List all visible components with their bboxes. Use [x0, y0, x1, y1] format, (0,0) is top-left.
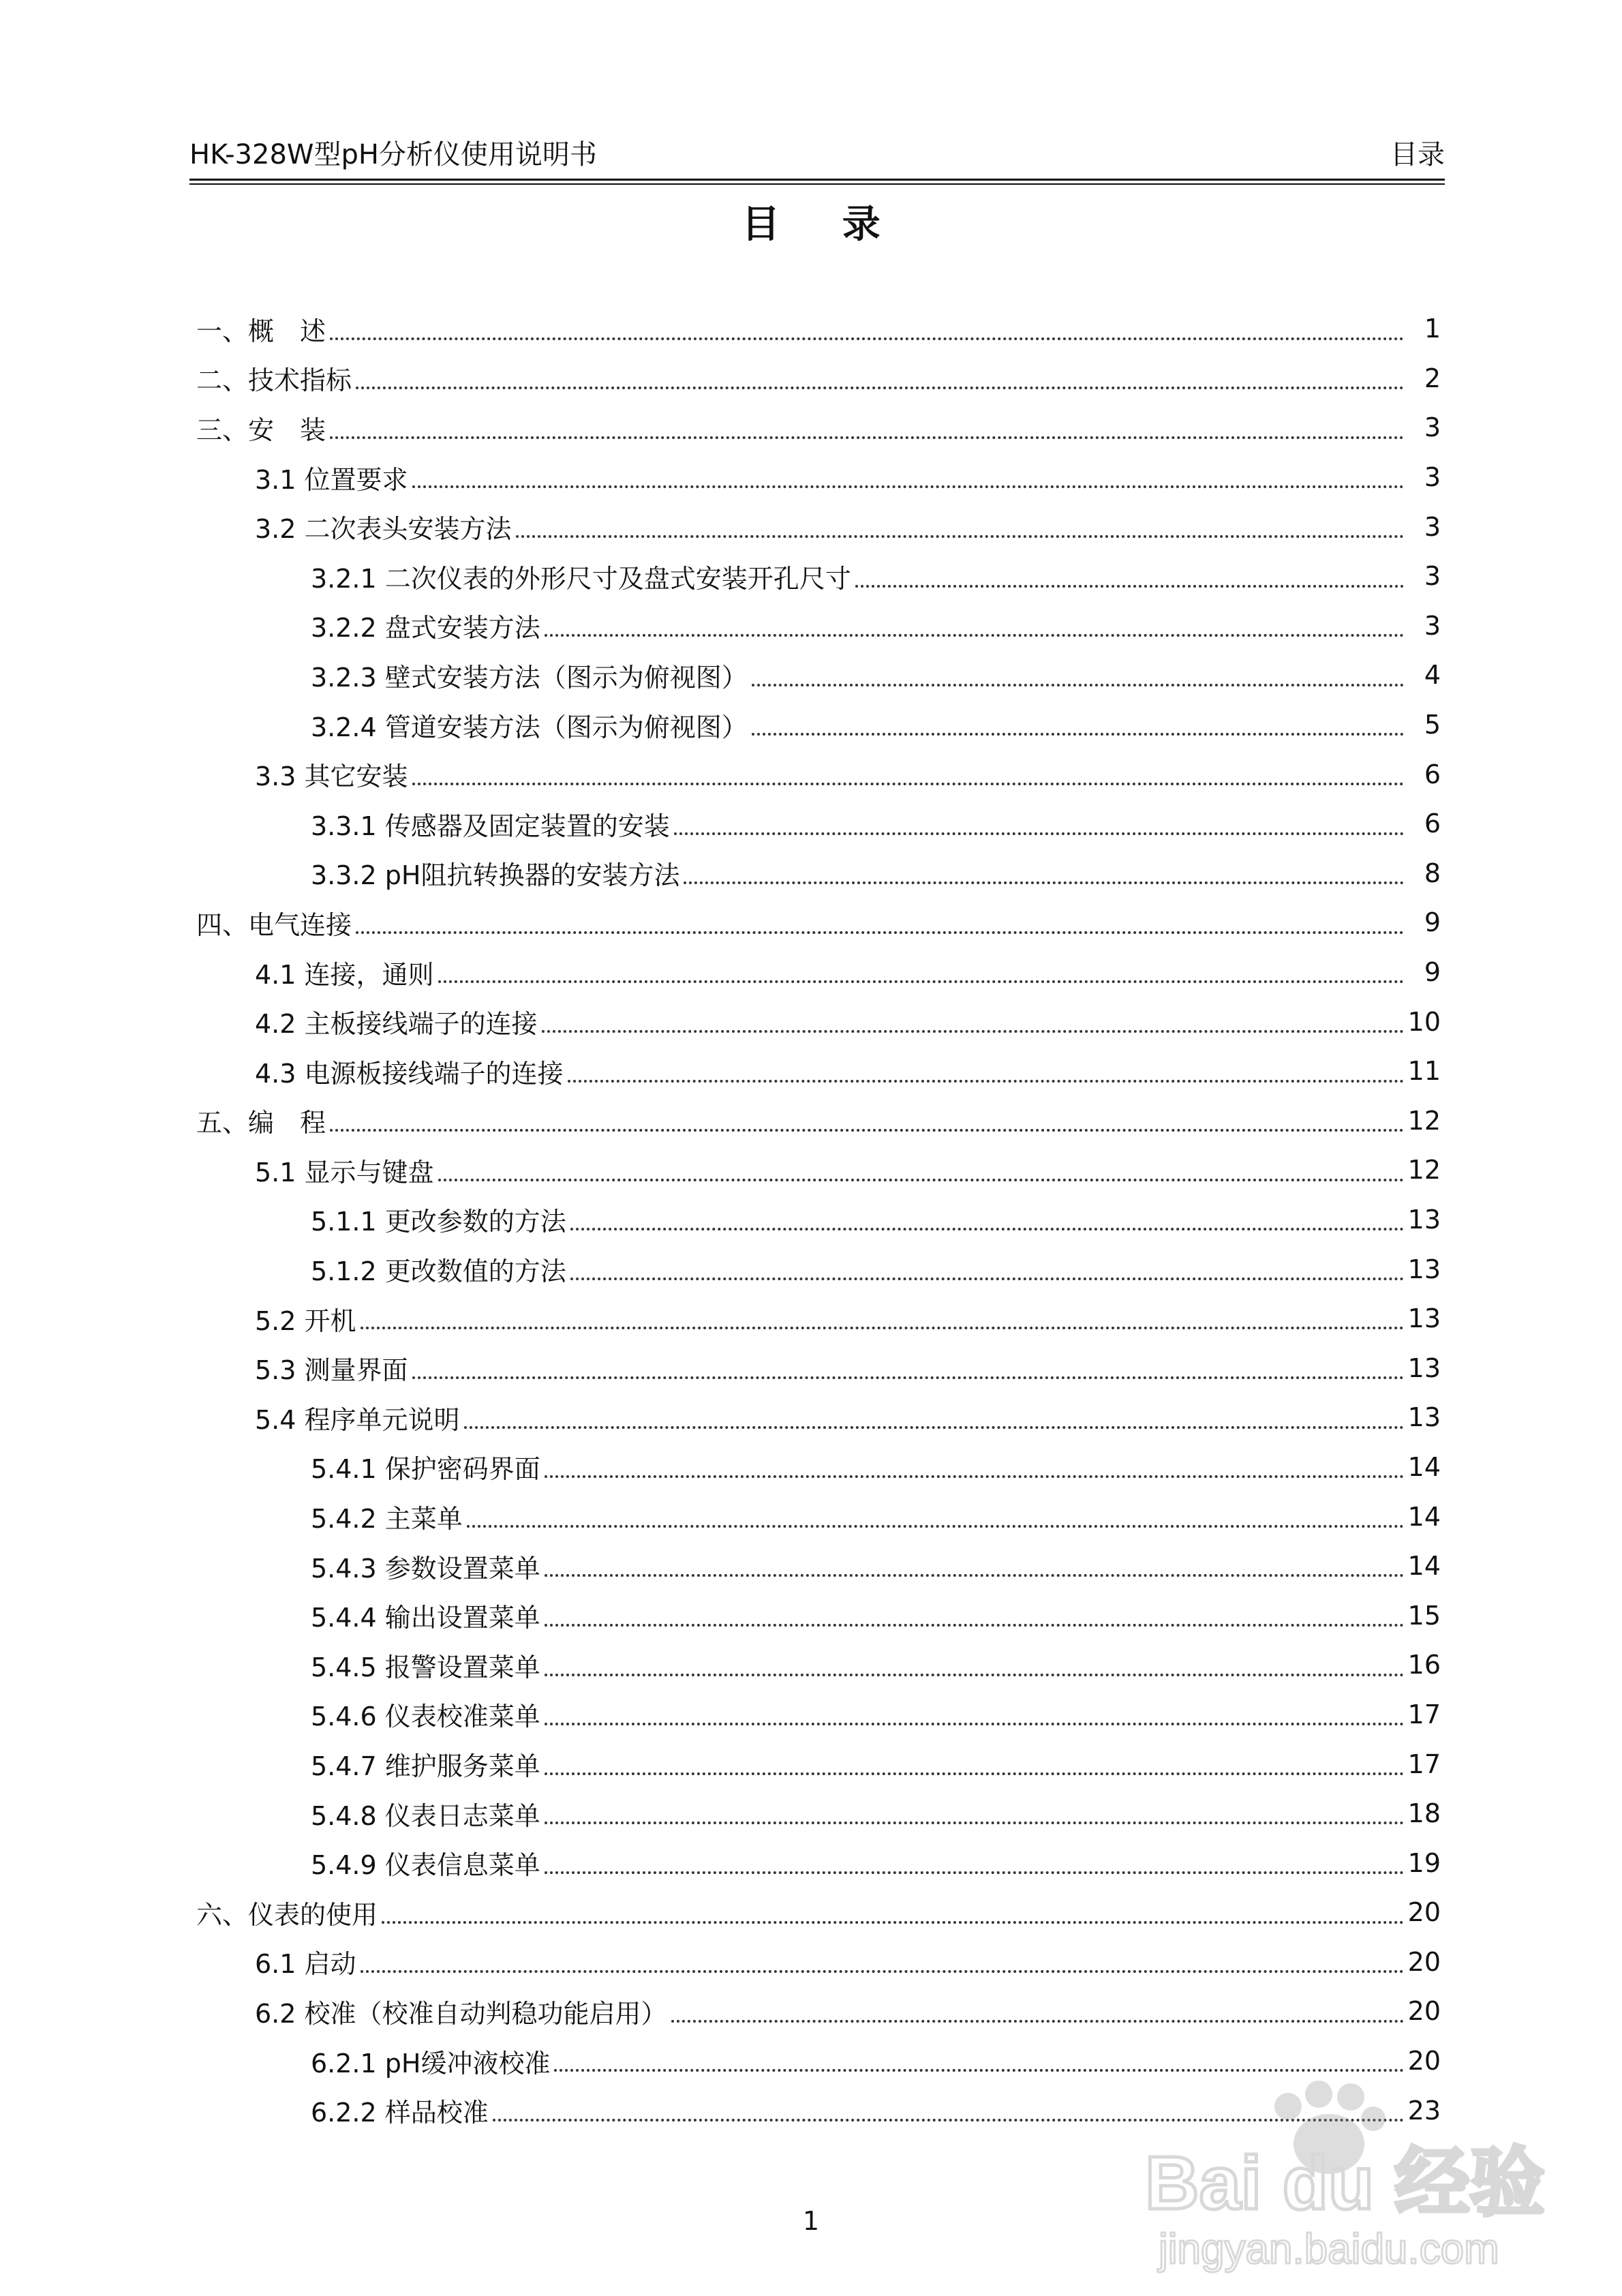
toc-entry-label: 5.1.2 更改数值的方法 [311, 1256, 566, 1287]
toc-entry-page: 12 [1407, 1155, 1441, 1185]
toc-entry-page: 19 [1407, 1847, 1441, 1878]
watermark-url: jingyan.baidu.com [1159, 2226, 1499, 2273]
toc-entry [196, 849, 1445, 898]
toc-entry [196, 502, 1445, 552]
toc-entry-label: 6.1 启动 [255, 1949, 356, 1980]
dot-leader [671, 2020, 1404, 2023]
toc-entry [196, 453, 1445, 502]
dot-leader [464, 1426, 1404, 1429]
toc-entry-page: 5 [1424, 710, 1441, 740]
toc-entry-label: 5.4.2 主菜单 [311, 1504, 463, 1535]
dot-leader [330, 337, 1404, 340]
toc-entry-page: 6 [1424, 759, 1441, 789]
toc-entry-page: 20 [1407, 1946, 1441, 1977]
toc-entry-page: 12 [1407, 1105, 1441, 1136]
toc-entry-label: 3.3.2 pH阻抗转换器的安装方法 [311, 860, 680, 891]
toc-entry-page: 20 [1407, 1996, 1441, 2027]
dot-leader [752, 733, 1404, 736]
toc-entry-page: 3 [1424, 412, 1441, 443]
header-rule-thin [189, 183, 1445, 185]
toc-entry [196, 1789, 1445, 1839]
toc-entry [196, 1590, 1445, 1640]
toc-entry-label: 五、编 程 [196, 1108, 326, 1138]
toc-entry [196, 1888, 1445, 1937]
table-of-contents [196, 304, 1445, 2135]
page-number: 1 [802, 2206, 820, 2236]
toc-entry-page: 14 [1407, 1551, 1441, 1582]
toc-entry [196, 1492, 1445, 1541]
toc-entry-page: 14 [1407, 1451, 1441, 1482]
dot-leader [545, 1723, 1404, 1725]
toc-entry-page: 16 [1407, 1650, 1441, 1680]
toc-entry-page: 20 [1407, 1897, 1441, 1928]
header-rule [189, 179, 1445, 181]
dot-leader [330, 1129, 1404, 1132]
toc-entry-label: 三、安 装 [196, 414, 326, 445]
toc-entry [196, 1294, 1445, 1344]
document-title: HK-328W型pH分析仪使用说明书 [189, 139, 597, 170]
toc-entry [196, 997, 1445, 1046]
toc-entry [196, 1096, 1445, 1146]
toc-entry [196, 1690, 1445, 1740]
toc-entry-page: 20 [1407, 2046, 1441, 2076]
toc-entry [196, 1541, 1445, 1591]
toc-entry-label: 二、技术指标 [196, 365, 352, 396]
toc-entry [196, 403, 1445, 453]
toc-entry-page: 11 [1407, 1056, 1441, 1087]
toc-entry [196, 552, 1445, 601]
toc-entry-label: 5.4.9 仪表信息菜单 [311, 1850, 540, 1881]
dot-leader [356, 387, 1404, 389]
toc-entry-label: 5.4.8 仪表日志菜单 [311, 1800, 540, 1831]
toc-entry-page: 6 [1424, 809, 1441, 839]
toc-entry-label: 5.4.1 保护密码界面 [311, 1454, 540, 1485]
toc-entry-label: 5.4 程序单元说明 [255, 1404, 460, 1435]
dot-leader [684, 881, 1404, 884]
toc-entry-page: 3 [1424, 511, 1441, 542]
page-header [189, 127, 1445, 179]
toc-entry-page: 3 [1424, 561, 1441, 592]
toc-entry-label: 3.2.4 管道安装方法（图示为俯视图） [311, 712, 748, 742]
toc-entry-label: 3.2.2 盘式安装方法 [311, 613, 540, 644]
dot-leader [752, 684, 1404, 686]
dot-leader [570, 1278, 1404, 1280]
dot-leader [516, 535, 1404, 538]
toc-entry [196, 749, 1445, 799]
toc-entry [196, 1343, 1445, 1393]
dot-leader [545, 1574, 1404, 1577]
toc-entry-label: 5.4.4 输出设置菜单 [311, 1603, 540, 1633]
dot-leader [542, 1030, 1404, 1033]
toc-entry-label: 3.2.3 壁式安装方法（图示为俯视图） [311, 662, 748, 693]
page-title: 目 录 [741, 202, 905, 247]
dot-leader [545, 1871, 1404, 1874]
dot-leader [545, 1475, 1404, 1478]
dot-leader [545, 1674, 1404, 1676]
dot-leader [674, 832, 1404, 835]
dot-leader [361, 1970, 1404, 1973]
toc-entry-page: 9 [1424, 957, 1441, 988]
toc-entry-label: 5.4.3 参数设置菜单 [311, 1553, 540, 1584]
dot-leader [570, 1228, 1404, 1230]
dot-leader [356, 931, 1404, 934]
dot-leader [467, 1525, 1404, 1528]
toc-entry-page: 17 [1407, 1699, 1441, 1729]
toc-entry-label: 5.2 开机 [255, 1305, 356, 1336]
toc-entry-label: 4.3 电源板接线端子的连接 [255, 1058, 564, 1089]
toc-entry [196, 1145, 1445, 1195]
dot-leader [361, 1327, 1404, 1329]
toc-entry-label: 6.2.1 pH缓冲液校准 [311, 2048, 551, 2079]
toc-entry-page: 17 [1407, 1749, 1441, 1779]
toc-entry-page: 13 [1407, 1254, 1441, 1284]
dot-leader [438, 980, 1404, 983]
toc-entry [196, 354, 1445, 404]
toc-entry [196, 799, 1445, 849]
toc-entry [196, 1393, 1445, 1442]
dot-leader [855, 585, 1404, 588]
toc-entry-page: 1 [1424, 314, 1441, 344]
toc-entry [196, 1937, 1445, 1987]
baidu-watermark [1131, 2079, 1567, 2284]
toc-entry-page: 8 [1424, 858, 1441, 888]
dot-leader [568, 1080, 1404, 1083]
toc-entry-page: 2 [1424, 363, 1441, 393]
toc-entry-page: 4 [1424, 660, 1441, 691]
toc-entry-label: 六、仪表的使用 [196, 1899, 378, 1930]
toc-entry-page: 18 [1407, 1798, 1441, 1829]
toc-entry-page: 3 [1424, 462, 1441, 493]
toc-entry [196, 898, 1445, 948]
dot-leader [545, 1772, 1404, 1775]
dot-leader [412, 1376, 1404, 1379]
dot-leader [554, 2069, 1403, 2072]
toc-entry-page: 13 [1407, 1353, 1441, 1383]
toc-entry [196, 948, 1445, 997]
dot-leader [382, 1921, 1404, 1924]
toc-entry-label: 5.1 显示与键盘 [255, 1157, 434, 1188]
toc-entry-label: 3.2 二次表头安装方法 [255, 514, 512, 545]
header-section: 目录 [1390, 139, 1445, 170]
dot-leader [412, 485, 1404, 488]
toc-entry-label: 5.1.1 更改参数的方法 [311, 1207, 566, 1237]
toc-entry [196, 1195, 1445, 1245]
dot-leader [545, 634, 1404, 637]
toc-entry-label: 四、电气连接 [196, 909, 352, 940]
toc-entry-label: 5.3 测量界面 [255, 1355, 408, 1386]
toc-entry-page: 13 [1407, 1303, 1441, 1334]
toc-entry [196, 1739, 1445, 1789]
toc-entry-label: 5.4.6 仪表校准菜单 [311, 1702, 540, 1732]
toc-entry [196, 700, 1445, 750]
dot-leader [438, 1179, 1404, 1181]
toc-entry-label: 6.2 校准（校准自动判稳功能启用） [255, 1998, 667, 2029]
toc-entry [196, 304, 1445, 354]
toc-entry-page: 9 [1424, 907, 1441, 938]
toc-entry-label: 3.2.1 二次仪表的外形尺寸及盘式安装开孔尺寸 [311, 563, 851, 594]
watermark-brand: Bai du 经验 [1145, 2141, 1545, 2225]
toc-entry-label: 5.4.5 报警设置菜单 [311, 1652, 540, 1682]
toc-entry-label: 4.2 主板接线端子的连接 [255, 1009, 538, 1040]
toc-entry [196, 1442, 1445, 1492]
toc-entry-label: 3.3.1 传感器及固定装置的安装 [311, 811, 670, 841]
toc-entry-label: 4.1 连接，通则 [255, 959, 434, 990]
toc-entry-label: 3.1 位置要求 [255, 464, 408, 495]
toc-entry-label: 一、概 述 [196, 316, 326, 346]
toc-entry [196, 601, 1445, 651]
dot-leader [545, 1822, 1404, 1824]
toc-entry-page: 23 [1407, 2095, 1441, 2126]
toc-entry-page: 10 [1407, 1006, 1441, 1037]
toc-entry-page: 3 [1424, 610, 1441, 641]
dot-leader [330, 436, 1404, 439]
toc-entry-label: 3.3 其它安装 [255, 761, 408, 792]
toc-entry-page: 14 [1407, 1501, 1441, 1532]
toc-entry-label: 6.2.2 样品校准 [311, 2098, 489, 2128]
toc-entry-page: 13 [1407, 1204, 1441, 1235]
toc-entry [196, 1244, 1445, 1294]
toc-entry-page: 15 [1407, 1600, 1441, 1631]
dot-leader [412, 783, 1404, 785]
toc-entry-page: 13 [1407, 1402, 1441, 1433]
toc-entry [196, 650, 1445, 700]
toc-entry [196, 1838, 1445, 1888]
toc-entry [196, 2036, 1445, 2086]
toc-entry-label: 5.4.7 维护服务菜单 [311, 1751, 540, 1782]
dot-leader [545, 1624, 1404, 1627]
toc-entry [196, 1640, 1445, 1690]
toc-entry [196, 1987, 1445, 2036]
toc-entry [196, 1046, 1445, 1096]
